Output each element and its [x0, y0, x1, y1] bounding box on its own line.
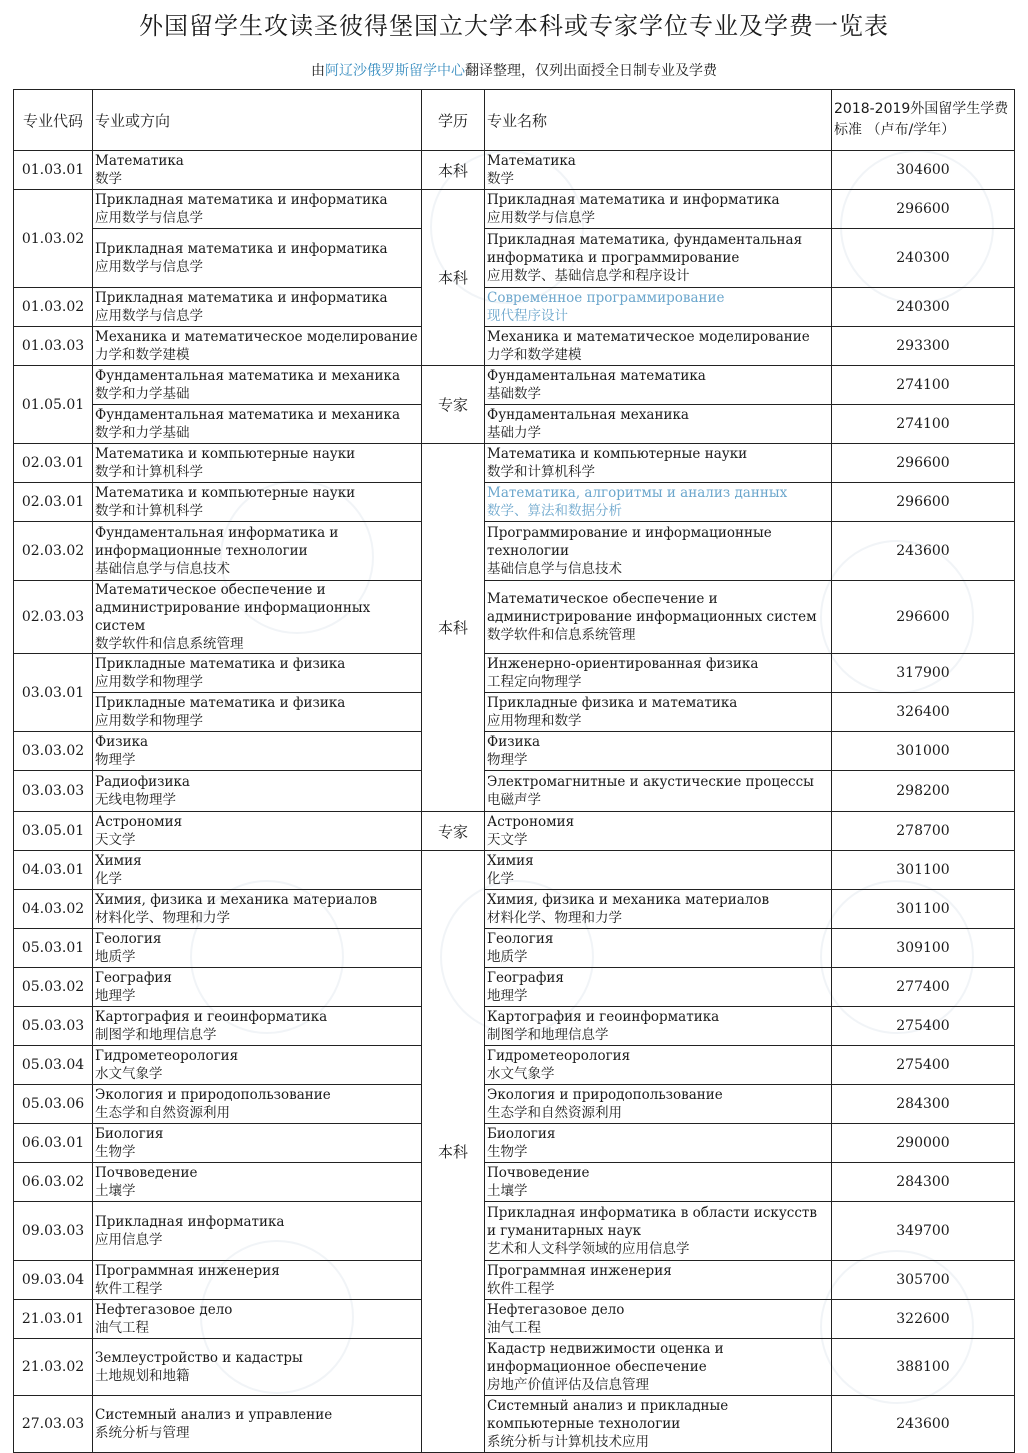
program-ru: Математическое обеспечение и администрирование информационных систем: [487, 591, 817, 625]
direction-zh: 数学和计算机科学: [95, 503, 203, 519]
page-subtitle: [0, 60, 1028, 80]
direction-cell: [93, 851, 422, 890]
direction-cell: [93, 654, 422, 693]
major-code: 09.03.04: [14, 1261, 93, 1300]
program-ru: Системный анализ и прикладные компьютерные технологии: [487, 1398, 729, 1432]
tuition-fee: 309100: [832, 929, 1015, 968]
direction-zh: 力学和数学建模: [95, 347, 190, 363]
direction-ru: Системный анализ и управление: [95, 1407, 333, 1423]
program-cell: [485, 1046, 832, 1085]
direction-zh: 地质学: [95, 949, 136, 965]
program-ru: Химия: [487, 853, 534, 869]
program-cell: [485, 405, 832, 444]
program-ru: Программная инженерия: [487, 1263, 672, 1279]
direction-ru: Астрономия: [95, 814, 183, 830]
direction-ru: Биология: [95, 1126, 164, 1142]
direction-cell: [93, 812, 422, 851]
direction-zh: 化学: [95, 871, 122, 887]
direction-cell: [93, 151, 422, 190]
direction-ru: Математика: [95, 153, 184, 169]
major-code: 02.03.01: [14, 444, 93, 483]
direction-ru: Почвоведение: [95, 1165, 198, 1181]
program-cell: [485, 366, 832, 405]
tuition-fee: 284300: [832, 1163, 1015, 1202]
direction-zh: 数学和力学基础: [95, 386, 190, 402]
table-row: [14, 968, 1015, 1007]
program-ru: Математика: [487, 153, 576, 169]
program-zh: 土壤学: [487, 1183, 528, 1199]
table-body: [14, 151, 1015, 1453]
table-row: [14, 229, 1015, 288]
direction-ru: Нефтегазовое дело: [95, 1302, 233, 1318]
program-cell: [485, 890, 832, 929]
page-title: 外国留学生攻读圣彼得堡国立大学本科或专家学位专业及学费一览表: [139, 12, 889, 40]
major-code: 02.03.03: [14, 581, 93, 654]
direction-cell: [93, 890, 422, 929]
major-code: 02.03.02: [14, 522, 93, 581]
direction-cell: [93, 229, 422, 288]
direction-cell: [93, 288, 422, 327]
direction-cell: [93, 732, 422, 771]
direction-ru: Химия, физика и механика материалов: [95, 892, 378, 908]
major-code: 02.03.01: [14, 483, 93, 522]
program-cell: [485, 1007, 832, 1046]
direction-zh: 无线电物理学: [95, 792, 176, 808]
program-zh: 基础数学: [487, 386, 541, 402]
table-row: [14, 151, 1015, 190]
program-zh: 基础力学: [487, 425, 541, 441]
tuition-fee: 243600: [832, 1396, 1015, 1453]
direction-ru: Гидрометеорология: [95, 1048, 239, 1064]
degree-level: 专家: [422, 366, 485, 444]
direction-cell: [93, 1261, 422, 1300]
table-row: [14, 654, 1015, 693]
program-zh: 物理学: [487, 752, 528, 768]
major-code: 05.03.06: [14, 1085, 93, 1124]
fees-table: [13, 89, 1015, 1453]
program-zh: 系统分析与计算机技术应用: [487, 1434, 649, 1450]
major-code: 01.03.03: [14, 327, 93, 366]
degree-level: 本科: [422, 444, 485, 812]
degree-level: 本科: [422, 151, 485, 190]
direction-ru: Прикладные математика и физика: [95, 695, 346, 711]
direction-ru: Физика: [95, 734, 149, 750]
direction-ru: Прикладная математика и информатика: [95, 241, 388, 257]
table-row: [14, 1007, 1015, 1046]
tuition-fee: 301000: [832, 732, 1015, 771]
program-cell: [485, 483, 832, 522]
program-cell: [485, 1202, 832, 1261]
direction-zh: 天文学: [95, 832, 136, 848]
direction-zh: 土地规划和地籍: [95, 1368, 190, 1384]
program-zh: 生态学和自然资源利用: [487, 1105, 622, 1121]
table-row: [14, 1261, 1015, 1300]
program-zh: 工程定向物理学: [487, 674, 582, 690]
program-ru: Астрономия: [487, 814, 575, 830]
direction-ru: Прикладные математика и физика: [95, 656, 346, 672]
direction-zh: 系统分析与管理: [95, 1425, 190, 1441]
program-ru: Геология: [487, 931, 554, 947]
direction-ru: Фундаментальная математика и механика: [95, 368, 401, 384]
program-ru: Математика, алгоритмы и анализ данных: [487, 485, 788, 501]
major-code: 05.03.04: [14, 1046, 93, 1085]
major-code: 03.03.02: [14, 732, 93, 771]
program-cell: [485, 522, 832, 581]
direction-cell: [93, 366, 422, 405]
major-code: 01.03.02: [14, 288, 93, 327]
program-cell: [485, 1396, 832, 1453]
program-cell: [485, 851, 832, 890]
major-code: 27.03.03: [14, 1396, 93, 1453]
program-zh: 地理学: [487, 988, 528, 1004]
program-cell: [485, 693, 832, 732]
direction-zh: 软件工程学: [95, 1281, 163, 1297]
table-row: [14, 1339, 1015, 1396]
program-ru: Прикладная математика, фундаментальная информатика и программирование: [487, 232, 803, 266]
program-cell: [485, 151, 832, 190]
program-cell: [485, 929, 832, 968]
program-ru: Физика: [487, 734, 541, 750]
direction-zh: 制图学和地理信息学: [95, 1027, 217, 1043]
direction-ru: Радиофизика: [95, 774, 190, 790]
major-code: 05.03.03: [14, 1007, 93, 1046]
tuition-fee: 275400: [832, 1046, 1015, 1085]
program-cell: [485, 190, 832, 229]
direction-cell: [93, 968, 422, 1007]
direction-ru: Фундаментальная математика и механика: [95, 407, 401, 423]
direction-zh: 生态学和自然资源利用: [95, 1105, 230, 1121]
table-row: [14, 771, 1015, 812]
tuition-fee: 326400: [832, 693, 1015, 732]
direction-zh: 地理学: [95, 988, 136, 1004]
table-row: [14, 190, 1015, 229]
program-zh: 电磁声学: [487, 792, 541, 808]
major-code: 04.03.02: [14, 890, 93, 929]
program-cell: [485, 1300, 832, 1339]
program-zh: 数学: [487, 171, 514, 187]
header-fee: 2018-2019外国留学生学费标准 （卢布/学年）: [832, 90, 1015, 151]
table-row: [14, 288, 1015, 327]
subtitle-source-link[interactable]: 阿辽沙俄罗斯留学中心: [325, 63, 465, 79]
program-zh: 生物学: [487, 1144, 528, 1160]
tuition-fee: 278700: [832, 812, 1015, 851]
tuition-fee: 296600: [832, 190, 1015, 229]
tuition-fee: 240300: [832, 288, 1015, 327]
table-row: [14, 732, 1015, 771]
tuition-fee: 388100: [832, 1339, 1015, 1396]
tuition-fee: 317900: [832, 654, 1015, 693]
program-ru: Электромагнитные и акустические процессы: [487, 774, 814, 790]
header-direction: 专业或方向: [93, 90, 422, 151]
program-zh: 数学软件和信息系统管理: [487, 627, 636, 643]
program-cell: [485, 581, 832, 654]
program-zh: 房地产价值评估及信息管理: [487, 1377, 649, 1393]
major-code: 21.03.02: [14, 1339, 93, 1396]
program-ru: Химия, физика и механика материалов: [487, 892, 770, 908]
direction-cell: [93, 405, 422, 444]
program-zh: 应用数学与信息学: [487, 210, 595, 226]
direction-zh: 应用数学和物理学: [95, 713, 203, 729]
direction-cell: [93, 483, 422, 522]
direction-cell: [93, 1202, 422, 1261]
program-zh: 数学和计算机科学: [487, 464, 595, 480]
direction-ru: Химия: [95, 853, 142, 869]
major-code: 01.03.01: [14, 151, 93, 190]
degree-level: 本科: [422, 851, 485, 1453]
direction-cell: [93, 1085, 422, 1124]
program-cell: [485, 1163, 832, 1202]
program-ru: Гидрометеорология: [487, 1048, 631, 1064]
direction-ru: Прикладная математика и информатика: [95, 290, 388, 306]
major-code: 03.03.01: [14, 654, 93, 732]
direction-zh: 数学和计算机科学: [95, 464, 203, 480]
program-zh: 地质学: [487, 949, 528, 965]
table-row: [14, 890, 1015, 929]
major-code: 09.03.03: [14, 1202, 93, 1261]
table-row: [14, 1124, 1015, 1163]
table-row: [14, 693, 1015, 732]
table-row: [14, 1085, 1015, 1124]
direction-cell: [93, 1046, 422, 1085]
direction-cell: [93, 1007, 422, 1046]
program-zh: 天文学: [487, 832, 528, 848]
program-zh: 现代程序设计: [487, 308, 568, 324]
table-row: [14, 1046, 1015, 1085]
direction-ru: Программная инженерия: [95, 1263, 280, 1279]
tuition-fee: 305700: [832, 1261, 1015, 1300]
program-zh: 材料化学、物理和力学: [487, 910, 622, 926]
direction-zh: 物理学: [95, 752, 136, 768]
program-ru: Инженерно-ориентированная физика: [487, 656, 759, 672]
program-zh: 应用数学、基础信息学和程序设计: [487, 268, 690, 284]
direction-zh: 应用数学与信息学: [95, 308, 203, 324]
program-ru: Фундаментальная математика: [487, 368, 706, 384]
direction-cell: [93, 522, 422, 581]
program-cell: [485, 1085, 832, 1124]
tuition-fee: 243600: [832, 522, 1015, 581]
program-ru: Почвоведение: [487, 1165, 590, 1181]
direction-ru: Математика и компьютерные науки: [95, 446, 356, 462]
program-ru: Прикладная математика и информатика: [487, 192, 780, 208]
program-cell: [485, 1124, 832, 1163]
program-zh: 制图学和地理信息学: [487, 1027, 609, 1043]
table-row: [14, 1396, 1015, 1453]
direction-ru: Фундаментальная информатика и информационные технологии: [95, 525, 339, 559]
direction-zh: 水文气象学: [95, 1066, 163, 1082]
table-row: [14, 1202, 1015, 1261]
direction-ru: Математическое обеспечение и администрирование информационных систем: [95, 582, 371, 634]
table-row: [14, 483, 1015, 522]
direction-zh: 生物学: [95, 1144, 136, 1160]
program-cell: [485, 288, 832, 327]
program-zh: 水文气象学: [487, 1066, 555, 1082]
direction-cell: [93, 1339, 422, 1396]
program-cell: [485, 968, 832, 1007]
tuition-fee: 277400: [832, 968, 1015, 1007]
header-level: 学历: [422, 90, 485, 151]
program-cell: [485, 1261, 832, 1300]
direction-ru: Картография и геоинформатика: [95, 1009, 328, 1025]
table-row: [14, 581, 1015, 654]
table-row: [14, 1300, 1015, 1339]
tuition-fee: 301100: [832, 890, 1015, 929]
direction-zh: 数学和力学基础: [95, 425, 190, 441]
tuition-fee: 284300: [832, 1085, 1015, 1124]
table-row: [14, 929, 1015, 968]
program-cell: [485, 1339, 832, 1396]
program-ru: Прикладная информатика в области искусств и гуманитарных наук: [487, 1205, 817, 1239]
tuition-fee: 274100: [832, 366, 1015, 405]
program-ru: География: [487, 970, 564, 986]
program-cell: [485, 444, 832, 483]
direction-zh: 应用数学和物理学: [95, 674, 203, 690]
program-ru: Кадастр недвижимости оценка и информационное обеспечение: [487, 1341, 724, 1375]
tuition-fee: 322600: [832, 1300, 1015, 1339]
major-code: 03.03.03: [14, 771, 93, 812]
program-zh: 力学和数学建模: [487, 347, 582, 363]
tuition-fee: 296600: [832, 444, 1015, 483]
program-ru: Программирование и информационные технологии: [487, 525, 772, 559]
direction-cell: [93, 1124, 422, 1163]
direction-zh: 土壤学: [95, 1183, 136, 1199]
table-row: [14, 327, 1015, 366]
direction-ru: Экология и природопользование: [95, 1087, 331, 1103]
direction-cell: [93, 444, 422, 483]
program-cell: [485, 732, 832, 771]
table-row: [14, 1163, 1015, 1202]
direction-cell: [93, 190, 422, 229]
major-code: 06.03.02: [14, 1163, 93, 1202]
tuition-fee: 349700: [832, 1202, 1015, 1261]
program-cell: [485, 771, 832, 812]
tuition-fee: 240300: [832, 229, 1015, 288]
direction-ru: Геология: [95, 931, 162, 947]
tuition-fee: 274100: [832, 405, 1015, 444]
direction-zh: 数学软件和信息系统管理: [95, 636, 244, 652]
direction-cell: [93, 1300, 422, 1339]
program-ru: Экология и природопользование: [487, 1087, 723, 1103]
tuition-fee: 296600: [832, 581, 1015, 654]
direction-zh: 应用数学与信息学: [95, 259, 203, 275]
direction-cell: [93, 771, 422, 812]
direction-zh: 基础信息学与信息技术: [95, 561, 230, 577]
direction-cell: [93, 1163, 422, 1202]
program-zh: 艺术和人文科学领域的应用信息学: [487, 1241, 690, 1257]
major-code: 05.03.01: [14, 929, 93, 968]
program-ru: Современное программирование: [487, 290, 725, 306]
table-row: [14, 522, 1015, 581]
direction-ru: Землеустройство и кадастры: [95, 1350, 303, 1366]
major-code: 01.05.01: [14, 366, 93, 444]
tuition-fee: 301100: [832, 851, 1015, 890]
direction-ru: Математика и компьютерные науки: [95, 485, 356, 501]
program-ru: Прикладные физика и математика: [487, 695, 738, 711]
major-code: 04.03.01: [14, 851, 93, 890]
program-zh: 数学、算法和数据分析: [487, 503, 622, 519]
program-ru: Фундаментальная механика: [487, 407, 689, 423]
direction-cell: [93, 1396, 422, 1453]
program-cell: [485, 229, 832, 288]
degree-level: 本科: [422, 190, 485, 366]
program-cell: [485, 654, 832, 693]
direction-cell: [93, 693, 422, 732]
direction-zh: 数学: [95, 171, 122, 187]
program-cell: [485, 812, 832, 851]
program-zh: 化学: [487, 871, 514, 887]
header-program: 专业名称: [485, 90, 832, 151]
direction-zh: 油气工程: [95, 1320, 149, 1336]
degree-level: 专家: [422, 812, 485, 851]
table-header-row: [14, 90, 1015, 151]
major-code: 03.05.01: [14, 812, 93, 851]
program-zh: 应用物理和数学: [487, 713, 582, 729]
direction-zh: 材料化学、物理和力学: [95, 910, 230, 926]
program-cell: [485, 327, 832, 366]
subtitle-prefix: 由: [311, 63, 325, 79]
direction-ru: Прикладная информатика: [95, 1214, 285, 1230]
direction-zh: 应用数学与信息学: [95, 210, 203, 226]
table-row: [14, 366, 1015, 405]
direction-ru: Прикладная математика и информатика: [95, 192, 388, 208]
table-row: [14, 405, 1015, 444]
table-row: [14, 444, 1015, 483]
direction-cell: [93, 581, 422, 654]
direction-cell: [93, 929, 422, 968]
table-row: [14, 851, 1015, 890]
program-ru: Математика и компьютерные науки: [487, 446, 748, 462]
major-code: 21.03.01: [14, 1300, 93, 1339]
direction-zh: 应用信息学: [95, 1232, 163, 1248]
tuition-fee: 298200: [832, 771, 1015, 812]
tuition-fee: 304600: [832, 151, 1015, 190]
tuition-fee: 290000: [832, 1124, 1015, 1163]
direction-ru: География: [95, 970, 172, 986]
tuition-fee: 293300: [832, 327, 1015, 366]
direction-cell: [93, 327, 422, 366]
program-zh: 基础信息学与信息技术: [487, 561, 622, 577]
program-zh: 油气工程: [487, 1320, 541, 1336]
major-code: 01.03.02: [14, 190, 93, 288]
table-row: [14, 812, 1015, 851]
major-code: 05.03.02: [14, 968, 93, 1007]
major-code: 06.03.01: [14, 1124, 93, 1163]
program-ru: Механика и математическое моделирование: [487, 329, 810, 345]
tuition-fee: 275400: [832, 1007, 1015, 1046]
program-ru: Картография и геоинформатика: [487, 1009, 720, 1025]
program-zh: 软件工程学: [487, 1281, 555, 1297]
subtitle-suffix: 翻译整理，仅列出面授全日制专业及学费: [465, 63, 717, 79]
program-ru: Биология: [487, 1126, 556, 1142]
program-ru: Нефтегазовое дело: [487, 1302, 625, 1318]
direction-ru: Механика и математическое моделирование: [95, 329, 418, 345]
tuition-fee: 296600: [832, 483, 1015, 522]
header-code: 专业代码: [14, 90, 93, 151]
